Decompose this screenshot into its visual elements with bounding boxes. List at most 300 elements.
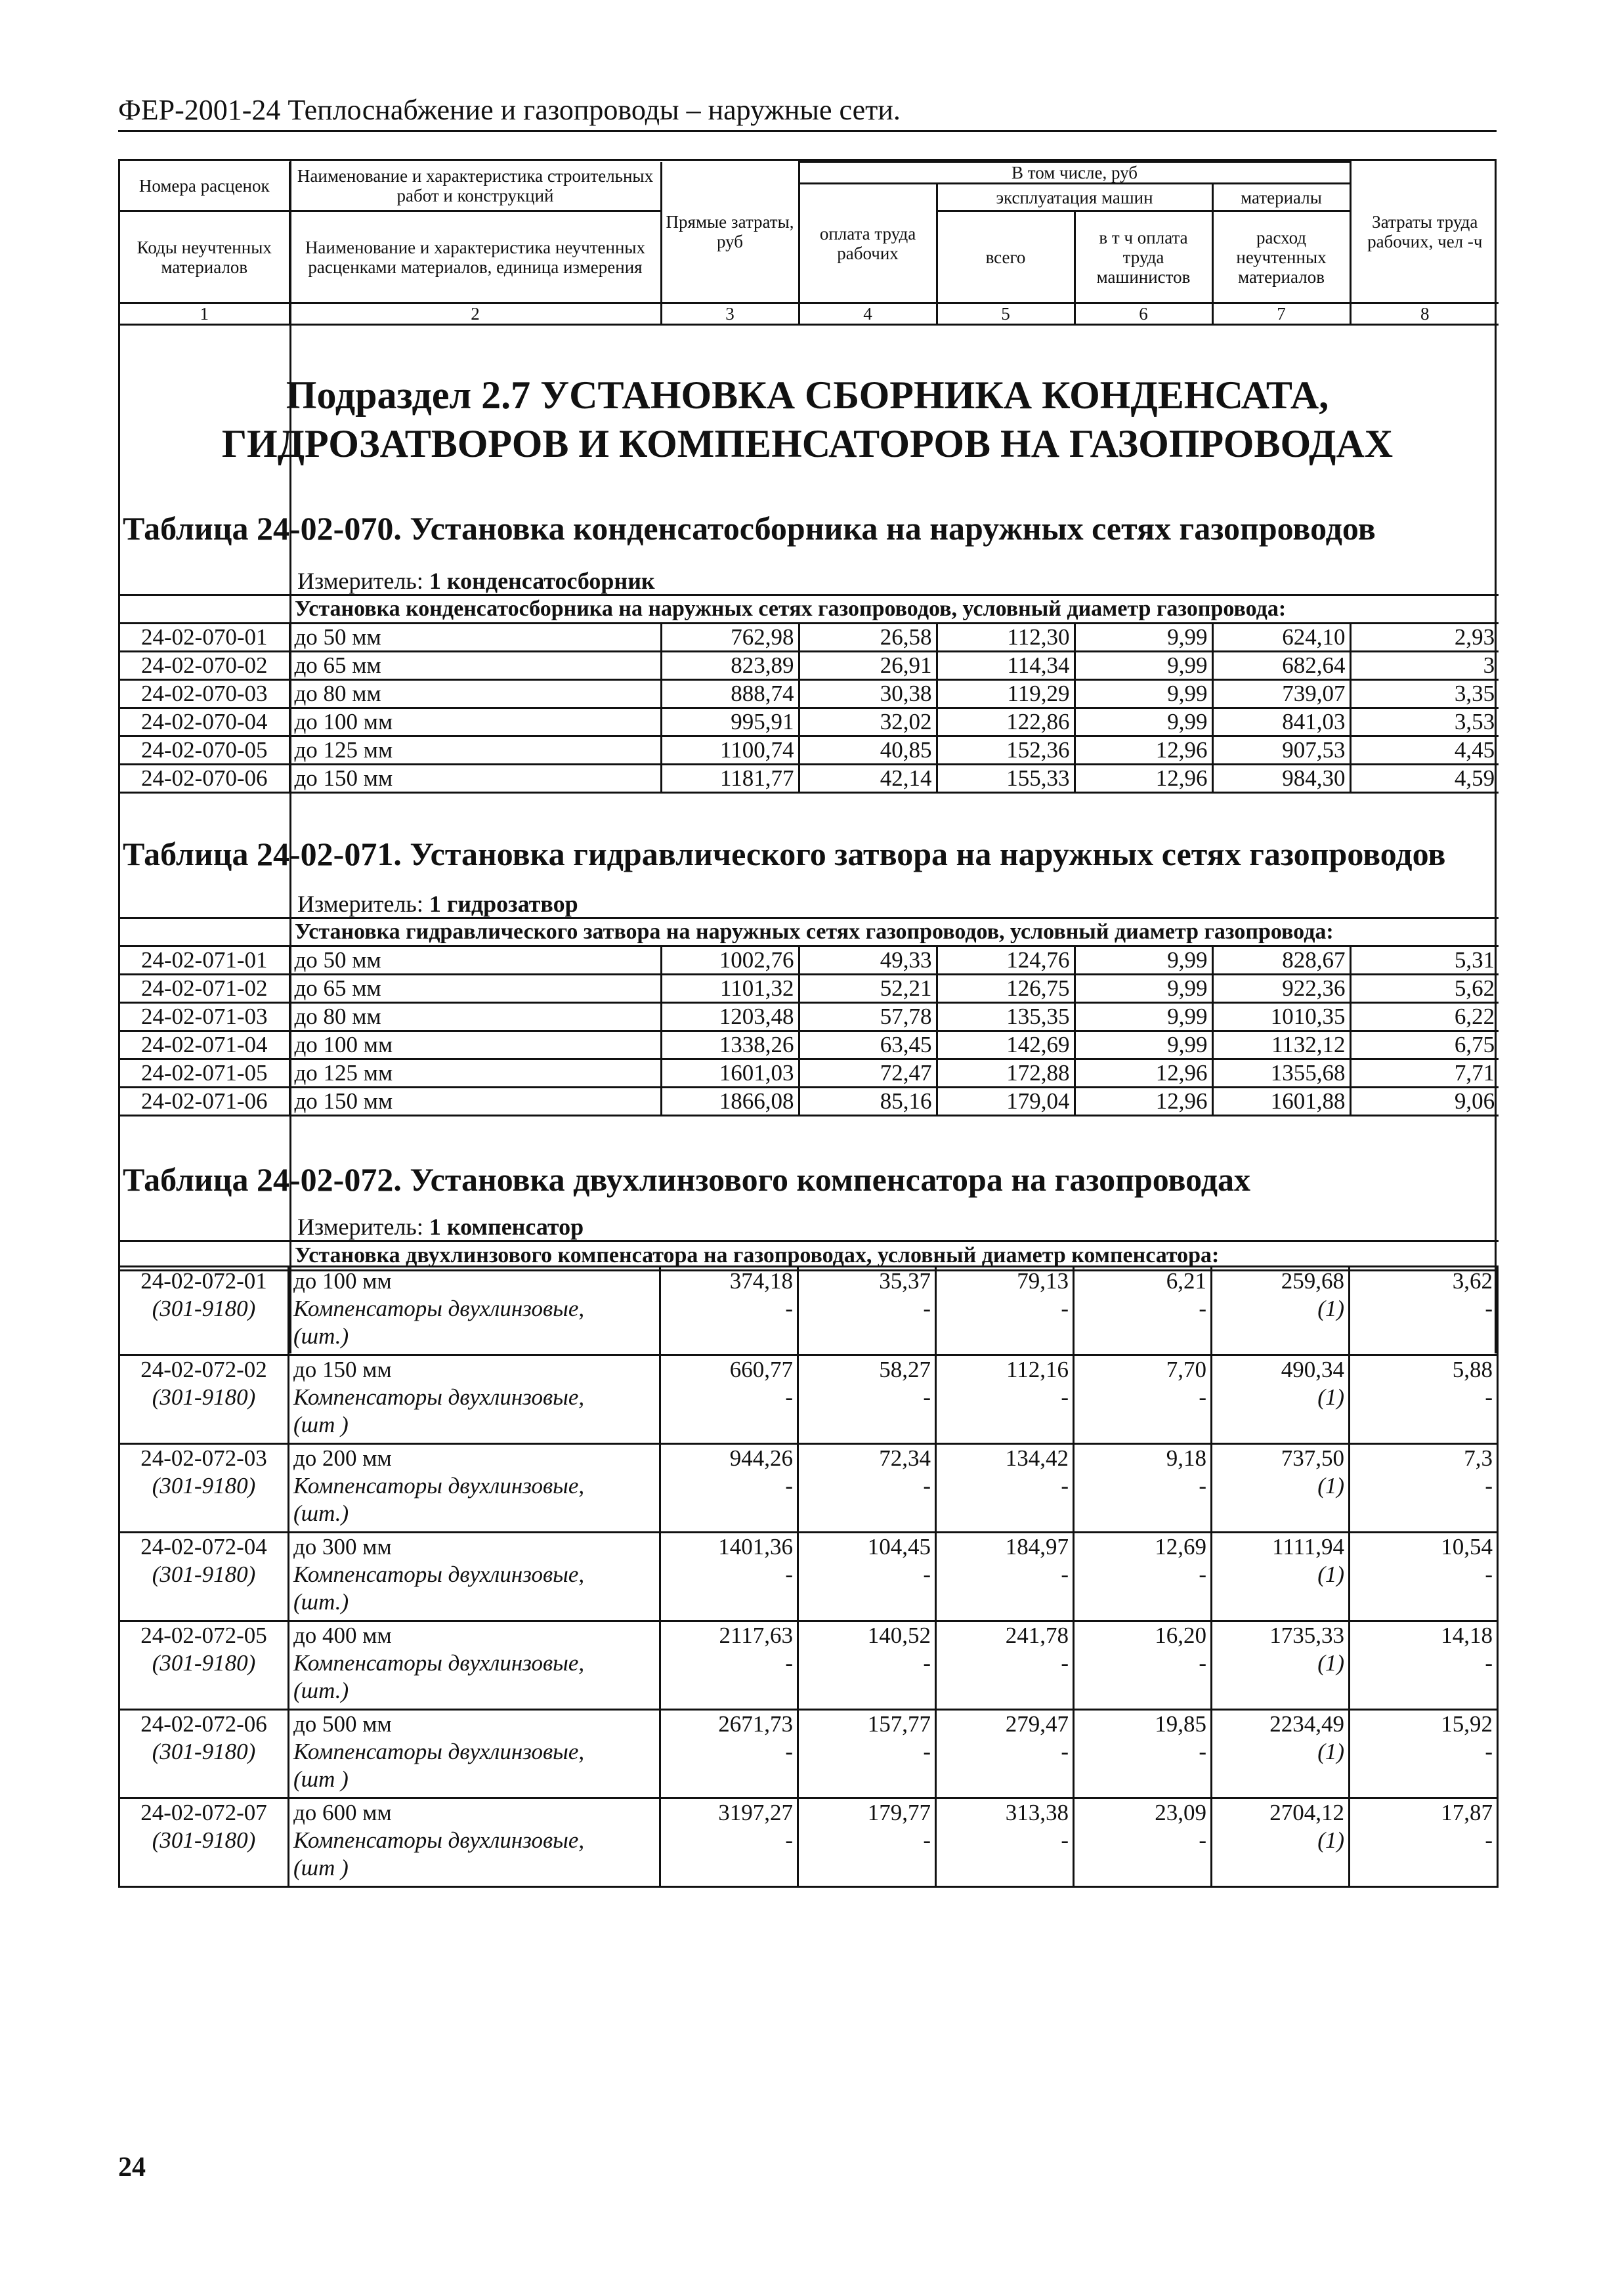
materials: 1111,94: [1272, 1534, 1344, 1560]
rate-code: 24-02-071-05: [120, 1059, 289, 1088]
materials: 1355,68: [1212, 1059, 1350, 1088]
meter-value: 1 компенсатор: [429, 1214, 584, 1240]
table-cell: [1212, 1710, 1350, 1798]
materials: 1735,33: [1269, 1623, 1344, 1648]
worker-wages: 179,77: [867, 1800, 931, 1825]
table-cell: [936, 1355, 1074, 1444]
materials: 828,67: [1212, 946, 1350, 975]
materials: 259,68: [1281, 1268, 1344, 1294]
material-quantity: (1): [1317, 1384, 1344, 1410]
operator-wages: 9,99: [1075, 1003, 1212, 1031]
empty-mark: -: [1485, 1562, 1493, 1587]
materials: 922,36: [1212, 975, 1350, 1003]
material-name: Компенсаторы двухлинзовые,: [293, 1562, 585, 1587]
table-cell: [119, 1621, 289, 1710]
rates-table: [120, 917, 1499, 1116]
table-meter: [297, 568, 655, 596]
labor-hours: 10,54: [1441, 1534, 1493, 1560]
material-code: (301-9180): [152, 1473, 256, 1499]
direct-costs: 762,98: [661, 624, 799, 652]
materials: 490,34: [1281, 1357, 1344, 1382]
rate-code: 24-02-070-02: [120, 652, 289, 680]
table-cell: [798, 1621, 936, 1710]
empty-mark: -: [923, 1650, 931, 1676]
table-cell: [798, 1355, 936, 1444]
table-cell: [1074, 1444, 1212, 1533]
material-unit: (шт.): [293, 1500, 349, 1526]
work-name: до 150 мм: [289, 765, 661, 793]
meter-label: Измеритель:: [297, 891, 423, 917]
rate-code: 24-02-072-07: [140, 1800, 267, 1825]
work-name: до 65 мм: [289, 975, 661, 1003]
table-row: [119, 1267, 1498, 1355]
empty-mark: -: [785, 1827, 793, 1853]
operator-wages: 9,99: [1075, 680, 1212, 708]
worker-wages: 26,58: [799, 624, 937, 652]
rate-code: 24-02-071-04: [120, 1031, 289, 1059]
empty-mark: -: [1485, 1739, 1493, 1764]
table-cell: [660, 1621, 798, 1710]
empty-mark: -: [1485, 1296, 1493, 1321]
direct-costs: 374,18: [729, 1268, 793, 1294]
labor-hours: 3,62: [1452, 1268, 1493, 1294]
worker-wages: 30,38: [799, 680, 937, 708]
material-quantity: (1): [1317, 1562, 1344, 1587]
table-row: [119, 1355, 1498, 1444]
table-cell: [119, 1798, 289, 1887]
table-cell: [1074, 1533, 1212, 1621]
materials: 2704,12: [1269, 1800, 1344, 1825]
table-cell: [936, 1621, 1074, 1710]
work-name: до 600 мм: [293, 1800, 392, 1825]
document-frame: [118, 159, 1497, 1353]
empty-mark: -: [923, 1827, 931, 1853]
table-row: [120, 680, 1499, 708]
table-cell: [936, 1267, 1074, 1355]
direct-costs: 1338,26: [661, 1031, 799, 1059]
work-name: до 125 мм: [289, 736, 661, 765]
operator-wages: 9,18: [1166, 1445, 1206, 1471]
col-num-3: 3: [661, 303, 799, 325]
labor-hours: 9,06: [1350, 1088, 1499, 1116]
empty-mark: -: [1199, 1739, 1206, 1764]
worker-wages: 32,02: [799, 708, 937, 736]
table-row: [120, 765, 1499, 793]
table-cell: [1350, 1444, 1498, 1533]
materials: 624,10: [1212, 624, 1350, 652]
table-row: [120, 946, 1499, 975]
material-quantity: (1): [1317, 1827, 1344, 1853]
table-cell: [1074, 1621, 1212, 1710]
empty-mark: -: [1061, 1296, 1069, 1321]
empty-mark: -: [785, 1562, 793, 1587]
work-name: до 100 мм: [293, 1268, 392, 1294]
empty-mark: -: [923, 1562, 931, 1587]
table-cell: [1212, 1798, 1350, 1887]
table-row: [119, 1710, 1498, 1798]
worker-wages: 58,27: [879, 1357, 931, 1382]
table-row: [120, 975, 1499, 1003]
operator-wages: 16,20: [1155, 1623, 1206, 1648]
table-cell: [936, 1710, 1074, 1798]
table-cell: [660, 1444, 798, 1533]
table-cell: [660, 1798, 798, 1887]
table-cell: [289, 1533, 660, 1621]
direct-costs: 660,77: [729, 1357, 793, 1382]
table-cell: [119, 1355, 289, 1444]
table-cell: [1212, 1533, 1350, 1621]
labor-hours: 14,18: [1441, 1623, 1493, 1648]
worker-wages: 140,52: [867, 1623, 931, 1648]
empty-mark: -: [923, 1296, 931, 1321]
operator-wages: 6,21: [1166, 1268, 1206, 1294]
machine-total: 313,38: [1005, 1800, 1069, 1825]
operator-wages: 9,99: [1075, 624, 1212, 652]
subsection-heading-line2: ГИДРОЗАТВОРОВ И КОМПЕНСАТОРОВ НА ГАЗОПРОВОДАХ: [221, 422, 1394, 465]
work-name: до 125 мм: [289, 1059, 661, 1088]
empty-mark: -: [1485, 1650, 1493, 1676]
table-cell: [936, 1533, 1074, 1621]
table-meter: [297, 891, 578, 919]
rate-code: 24-02-071-03: [120, 1003, 289, 1031]
empty-mark: -: [1485, 1384, 1493, 1410]
operator-wages: 9,99: [1075, 708, 1212, 736]
table-cell: [660, 1710, 798, 1798]
table-row: [120, 1003, 1499, 1031]
labor-hours: 17,87: [1441, 1800, 1493, 1825]
direct-costs: 823,89: [661, 652, 799, 680]
page-number: 24: [118, 2152, 146, 2182]
labor-hours: 5,88: [1452, 1357, 1493, 1382]
worker-wages: 57,78: [799, 1003, 937, 1031]
material-code: (301-9180): [152, 1827, 256, 1853]
worker-wages: 104,45: [867, 1534, 931, 1560]
machine-total: 135,35: [937, 1003, 1075, 1031]
empty-mark: -: [1199, 1827, 1206, 1853]
hdr-c7: расход неучтенных материалов: [1212, 211, 1350, 303]
direct-costs: 888,74: [661, 680, 799, 708]
table-cell: [1074, 1267, 1212, 1355]
col-num-4: 4: [799, 303, 937, 325]
material-quantity: (1): [1317, 1739, 1344, 1764]
machine-total: 184,97: [1005, 1534, 1069, 1560]
table-cell: [1350, 1621, 1498, 1710]
material-unit: (шт.): [293, 1678, 349, 1703]
labor-hours: 4,59: [1350, 765, 1499, 793]
machine-total: 179,04: [937, 1088, 1075, 1116]
meter-label: Измеритель:: [297, 568, 423, 594]
meter-label: Измеритель:: [297, 1214, 423, 1240]
machine-total: 122,86: [937, 708, 1075, 736]
empty-mark: -: [923, 1739, 931, 1764]
table-cell: [1350, 1355, 1498, 1444]
work-name: до 100 мм: [289, 708, 661, 736]
empty-mark: -: [785, 1384, 793, 1410]
work-name: до 50 мм: [289, 624, 661, 652]
direct-costs: 944,26: [729, 1445, 793, 1471]
operator-wages: 9,99: [1075, 946, 1212, 975]
empty-mark: -: [1061, 1384, 1069, 1410]
table-cell: [289, 1267, 660, 1355]
materials: 1601,88: [1212, 1088, 1350, 1116]
table-cell: [119, 1444, 289, 1533]
machine-total: 134,42: [1005, 1445, 1069, 1471]
machine-total: 126,75: [937, 975, 1075, 1003]
direct-costs: 995,91: [661, 708, 799, 736]
data-table-070: [120, 594, 1495, 794]
labor-hours: 2,93: [1350, 624, 1499, 652]
labor-hours: 7,3: [1464, 1445, 1493, 1471]
material-code: (301-9180): [152, 1650, 256, 1676]
material-unit: (шт ): [293, 1855, 349, 1881]
rate-code: 24-02-072-01: [140, 1268, 267, 1294]
column-header: [120, 161, 1495, 326]
table-title: Таблица 24-02-072. Установка двухлинзового компенсатора на газопроводах: [123, 1161, 1251, 1198]
hdr-c3: Прямые затраты, руб: [661, 162, 799, 303]
table-cell: [119, 1533, 289, 1621]
materials: 984,30: [1212, 765, 1350, 793]
direct-costs: 1601,03: [661, 1059, 799, 1088]
column-header-table: [120, 161, 1499, 326]
table-cell: [660, 1355, 798, 1444]
work-name: до 500 мм: [293, 1711, 392, 1737]
col-num-8: 8: [1350, 303, 1499, 325]
table-cell: [289, 1710, 660, 1798]
labor-hours: 15,92: [1441, 1711, 1493, 1737]
labor-hours: 5,31: [1350, 946, 1499, 975]
table-caption: Установка двухлинзового компенсатора на газопроводах, условный диаметр компенсатора:: [120, 1241, 1499, 1271]
table-cell: [1212, 1621, 1350, 1710]
table-cell: [289, 1444, 660, 1533]
empty-mark: -: [785, 1296, 793, 1321]
material-code: (301-9180): [152, 1296, 256, 1321]
materials: 841,03: [1212, 708, 1350, 736]
work-name: до 400 мм: [293, 1623, 392, 1648]
table-row: [120, 624, 1499, 652]
hdr-group: В том числе, руб: [799, 162, 1350, 184]
rate-code: 24-02-070-06: [120, 765, 289, 793]
direct-costs: 3197,27: [718, 1800, 793, 1825]
empty-mark: -: [1485, 1827, 1493, 1853]
work-name: до 80 мм: [289, 1003, 661, 1031]
machine-total: 114,34: [937, 652, 1075, 680]
direct-costs: 2117,63: [719, 1623, 793, 1648]
table-cell: [1212, 1444, 1350, 1533]
hdr-c1-top: Номера расценок: [120, 162, 289, 211]
rate-code: 24-02-070-05: [120, 736, 289, 765]
table-title: Таблица 24-02-070. Установка конденсатосборника на наружных сетях газопроводов: [123, 510, 1376, 547]
table-meter: [297, 1214, 584, 1242]
table-cell: [1212, 1267, 1350, 1355]
meter-value: 1 гидрозатвор: [429, 891, 578, 917]
empty-mark: -: [1199, 1296, 1206, 1321]
data-table-072-body: [118, 1265, 1497, 1888]
material-unit: (шт.): [293, 1323, 349, 1349]
table-row: [120, 736, 1499, 765]
hdr-c2-top: Наименование и характеристика строительных работ и конструкций: [289, 162, 661, 211]
table-row: [120, 1031, 1499, 1059]
table-cell: [936, 1444, 1074, 1533]
col-num-2: 2: [289, 303, 661, 325]
materials: 739,07: [1212, 680, 1350, 708]
table-caption: Установка конденсатосборника на наружных сетях газопроводов, условный диаметр газопровода:: [120, 595, 1499, 624]
empty-mark: -: [1199, 1650, 1206, 1676]
hdr-c8: Затраты труда рабочих, чел -ч: [1350, 162, 1499, 303]
meter-value: 1 конденсатосборник: [429, 568, 655, 594]
direct-costs: 1203,48: [661, 1003, 799, 1031]
work-name: до 150 мм: [289, 1088, 661, 1116]
labor-hours: 5,62: [1350, 975, 1499, 1003]
direct-costs: 1101,32: [661, 975, 799, 1003]
table-row: [120, 1059, 1499, 1088]
col-num-7: 7: [1212, 303, 1350, 325]
table-cell: [119, 1267, 289, 1355]
direct-costs: 1002,76: [661, 946, 799, 975]
machine-total: 112,30: [937, 624, 1075, 652]
table-cell: [289, 1798, 660, 1887]
rate-code: 24-02-071-02: [120, 975, 289, 1003]
operator-wages: 12,96: [1075, 736, 1212, 765]
table-caption: Установка гидравлического затвора на наружных сетях газопроводов, условный диаметр газопровода:: [120, 918, 1499, 946]
table-title: Таблица 24-02-071. Установка гидравлического затвора на наружных сетях газопроводов: [123, 836, 1446, 872]
worker-wages: 72,47: [799, 1059, 937, 1088]
table-cell: [1074, 1355, 1212, 1444]
table-cell: [798, 1267, 936, 1355]
table-cell: [1074, 1798, 1212, 1887]
work-name: до 65 мм: [289, 652, 661, 680]
empty-mark: -: [1061, 1827, 1069, 1853]
rate-code: 24-02-072-03: [140, 1445, 267, 1471]
material-name: Компенсаторы двухлинзовые,: [293, 1650, 585, 1676]
rate-code: 24-02-070-01: [120, 624, 289, 652]
rate-code: 24-02-071-06: [120, 1088, 289, 1116]
direct-costs: 1866,08: [661, 1088, 799, 1116]
labor-hours: 7,71: [1350, 1059, 1499, 1088]
material-name: Компенсаторы двухлинзовые,: [293, 1384, 585, 1410]
table-cell: [798, 1798, 936, 1887]
material-name: Компенсаторы двухлинзовые,: [293, 1827, 585, 1853]
work-name: до 200 мм: [293, 1445, 392, 1471]
table-row: [119, 1798, 1498, 1887]
hdr-c5: всего: [937, 211, 1075, 303]
table-cell: [1350, 1267, 1498, 1355]
materials: 682,64: [1212, 652, 1350, 680]
labor-hours: 6,22: [1350, 1003, 1499, 1031]
worker-wages: 26,91: [799, 652, 937, 680]
rate-code: 24-02-072-02: [140, 1357, 267, 1382]
material-code: (301-9180): [152, 1739, 256, 1764]
table-cell: [798, 1533, 936, 1621]
table-row: [119, 1621, 1498, 1710]
table-row: [120, 652, 1499, 680]
operator-wages: 12,69: [1155, 1534, 1206, 1560]
table-row: [119, 1533, 1498, 1621]
empty-mark: -: [923, 1384, 931, 1410]
material-name: Компенсаторы двухлинзовые,: [293, 1473, 585, 1499]
subsection-heading-line1: Подраздел 2.7 УСТАНОВКА СБОРНИКА КОНДЕНСАТА,: [286, 373, 1329, 417]
empty-mark: -: [1061, 1473, 1069, 1499]
empty-mark: -: [785, 1473, 793, 1499]
direct-costs: 1401,36: [718, 1534, 793, 1560]
hdr-materials: материалы: [1212, 184, 1350, 211]
empty-mark: -: [1485, 1473, 1493, 1499]
worker-wages: 63,45: [799, 1031, 937, 1059]
operator-wages: 12,96: [1075, 1088, 1212, 1116]
table-cell: [1350, 1533, 1498, 1621]
material-code: (301-9180): [152, 1384, 256, 1410]
table-cell: [119, 1710, 289, 1798]
machine-total: 172,88: [937, 1059, 1075, 1088]
direct-costs: 2671,73: [718, 1711, 793, 1737]
operator-wages: 23,09: [1155, 1800, 1206, 1825]
material-unit: (шт ): [293, 1412, 349, 1437]
empty-mark: -: [785, 1650, 793, 1676]
empty-mark: -: [923, 1473, 931, 1499]
machine-total: 142,69: [937, 1031, 1075, 1059]
table-cell: [289, 1621, 660, 1710]
direct-costs: 1181,77: [661, 765, 799, 793]
materials: 2234,49: [1269, 1711, 1344, 1737]
material-code: (301-9180): [152, 1562, 256, 1587]
empty-mark: -: [1199, 1384, 1206, 1410]
machine-total: 155,33: [937, 765, 1075, 793]
empty-mark: -: [1061, 1562, 1069, 1587]
col-num-1: 1: [120, 303, 289, 325]
rate-code: 24-02-070-03: [120, 680, 289, 708]
material-name: Компенсаторы двухлинзовые,: [293, 1739, 585, 1764]
rate-code: 24-02-071-01: [120, 946, 289, 975]
machine-total: 79,13: [1017, 1268, 1069, 1294]
table-row: [119, 1444, 1498, 1533]
materials: 737,50: [1281, 1445, 1344, 1471]
operator-wages: 19,85: [1155, 1711, 1206, 1737]
compensator-rows: [118, 1265, 1499, 1888]
empty-mark: -: [1199, 1562, 1206, 1587]
work-name: до 300 мм: [293, 1534, 392, 1560]
empty-mark: -: [1061, 1739, 1069, 1764]
direct-costs: 1100,74: [661, 736, 799, 765]
hdr-c6: в т ч оплата труда машинистов: [1075, 211, 1212, 303]
table-cell: [660, 1267, 798, 1355]
material-quantity: (1): [1317, 1473, 1344, 1499]
table-cell: [936, 1798, 1074, 1887]
labor-hours: 3: [1350, 652, 1499, 680]
labor-hours: 3,35: [1350, 680, 1499, 708]
hdr-machines: эксплуатация машин: [937, 184, 1212, 211]
machine-total: 124,76: [937, 946, 1075, 975]
work-name: до 80 мм: [289, 680, 661, 708]
hdr-c1-bottom: Коды неучтенных материалов: [120, 211, 289, 303]
running-title: ФЕР-2001-24 Теплоснабжение и газопроводы – наружные сети.: [118, 92, 1497, 132]
table-cell: [1074, 1710, 1212, 1798]
worker-wages: 72,34: [879, 1445, 931, 1471]
material-unit: (шт ): [293, 1766, 349, 1792]
table-row: [120, 708, 1499, 736]
worker-wages: 52,21: [799, 975, 937, 1003]
operator-wages: 7,70: [1166, 1357, 1206, 1382]
operator-wages: 9,99: [1075, 652, 1212, 680]
rate-code: 24-02-072-05: [140, 1623, 267, 1648]
table-cell: [798, 1710, 936, 1798]
table-cell: [1212, 1355, 1350, 1444]
worker-wages: 35,37: [879, 1268, 931, 1294]
operator-wages: 9,99: [1075, 1031, 1212, 1059]
worker-wages: 40,85: [799, 736, 937, 765]
col-num-5: 5: [937, 303, 1075, 325]
material-unit: (шт.): [293, 1589, 349, 1615]
materials: 1132,12: [1212, 1031, 1350, 1059]
table-row: [120, 1088, 1499, 1116]
